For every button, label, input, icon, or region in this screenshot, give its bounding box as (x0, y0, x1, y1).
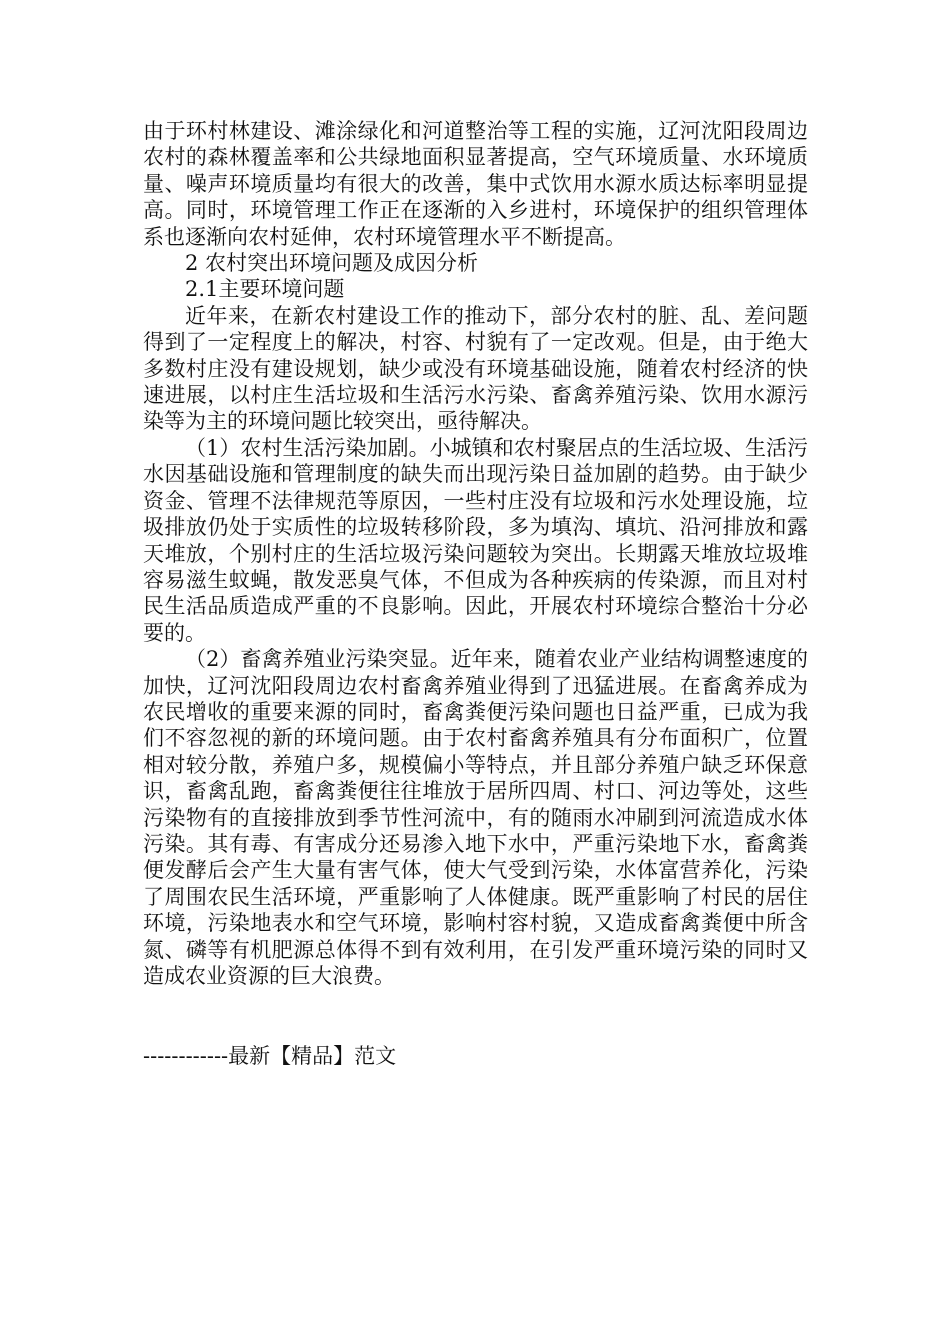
overview-paragraph: 近年来，在新农村建设工作的推动下，部分农村的脏、乱、差问题得到了一定程度上的解决，村容、村貌有了一定改观。但是，由于绝大多数村庄没有建设规划，缺少或没有环境基础设施，随着农村经济的快速进展，以村庄生活垃圾和生活污水污染、畜禽养殖污染、饮用水源污染等为主的环境问题比较突出，亟待解决。 (143, 303, 808, 434)
intro-paragraph: 由于环村林建设、滩涂绿化和河道整治等工程的实施，辽河沈阳段周边农村的森林覆盖率和公共绿地面积显著提高，空气环境质量、水环境质量、噪声环境质量均有很大的改善，集中式饮用水源水质达标率明显提高。同时，环境管理工作正在逐渐的入乡进村，环境保护的组织管理体系也逐渐向农村延伸，农村环境管理水平不断提高。 (143, 119, 808, 249)
domestic-pollution-paragraph: （1）农村生活污染加剧。小城镇和农村聚居点的生活垃圾、生活污水因基础设施和管理制度的缺失而出现污染日益加剧的趋势。由于缺少资金、管理不法律规范等原因，一些村庄没有垃圾和污水处理设施，垃圾排放仍处于实质性的垃圾转移阶段，多为填沟、填坑、沿河排放和露天堆放，个别村庄的生活垃圾污染问题较为突出。长期露天堆放垃圾堆容易滋生蚊蝇，散发恶臭气体，不但成为各种疾病的传染源，而且对村民生活品质造成严重的不良影响。因此，开展农村环境综合整治十分必要的。 (143, 435, 808, 645)
document-body (143, 118, 808, 989)
section-heading: 2 农村突出环境问题及成因分析 (185, 251, 479, 276)
subsection-heading: 2.1主要环境问题 (185, 277, 345, 302)
livestock-pollution-paragraph: （2）畜禽养殖业污染突显。近年来，随着农业产业结构调整速度的加快，辽河沈阳段周边农村畜禽养殖业得到了迅猛进展。在畜禽养成为农民增收的重要来源的同时，畜禽粪便污染问题也日益严重，已成为我们不容忽视的新的环境问题。由于农村畜禽养殖具有分布面积广，位置相对较分散，养殖户多，规模偏小等特点，并且部分养殖户缺乏环保意识，畜禽乱跑，畜禽粪便往往堆放于居所四周、村口、河边等处，这些污染物有的直接排放到季节性河流中，有的随雨水冲刷到河流造成水体污染。其有毒、有害成分还易渗入地下水中，严重污染地下水，畜禽粪便发酵后会产生大量有害气体，使大气受到污染，水体富营养化，污染了周围农民生活环境，严重影响了人体健康。既严重影响了村民的居住环境，污染地表水和空气环境，影响村容村貌，又造成畜禽粪便中所含氮、磷等有机肥源总体得不到有效利用，在引发严重环境污染的同时又造成农业资源的巨大浪费。 (143, 647, 808, 988)
page-footer: ------------最新【精品】范文 (143, 1044, 397, 1068)
